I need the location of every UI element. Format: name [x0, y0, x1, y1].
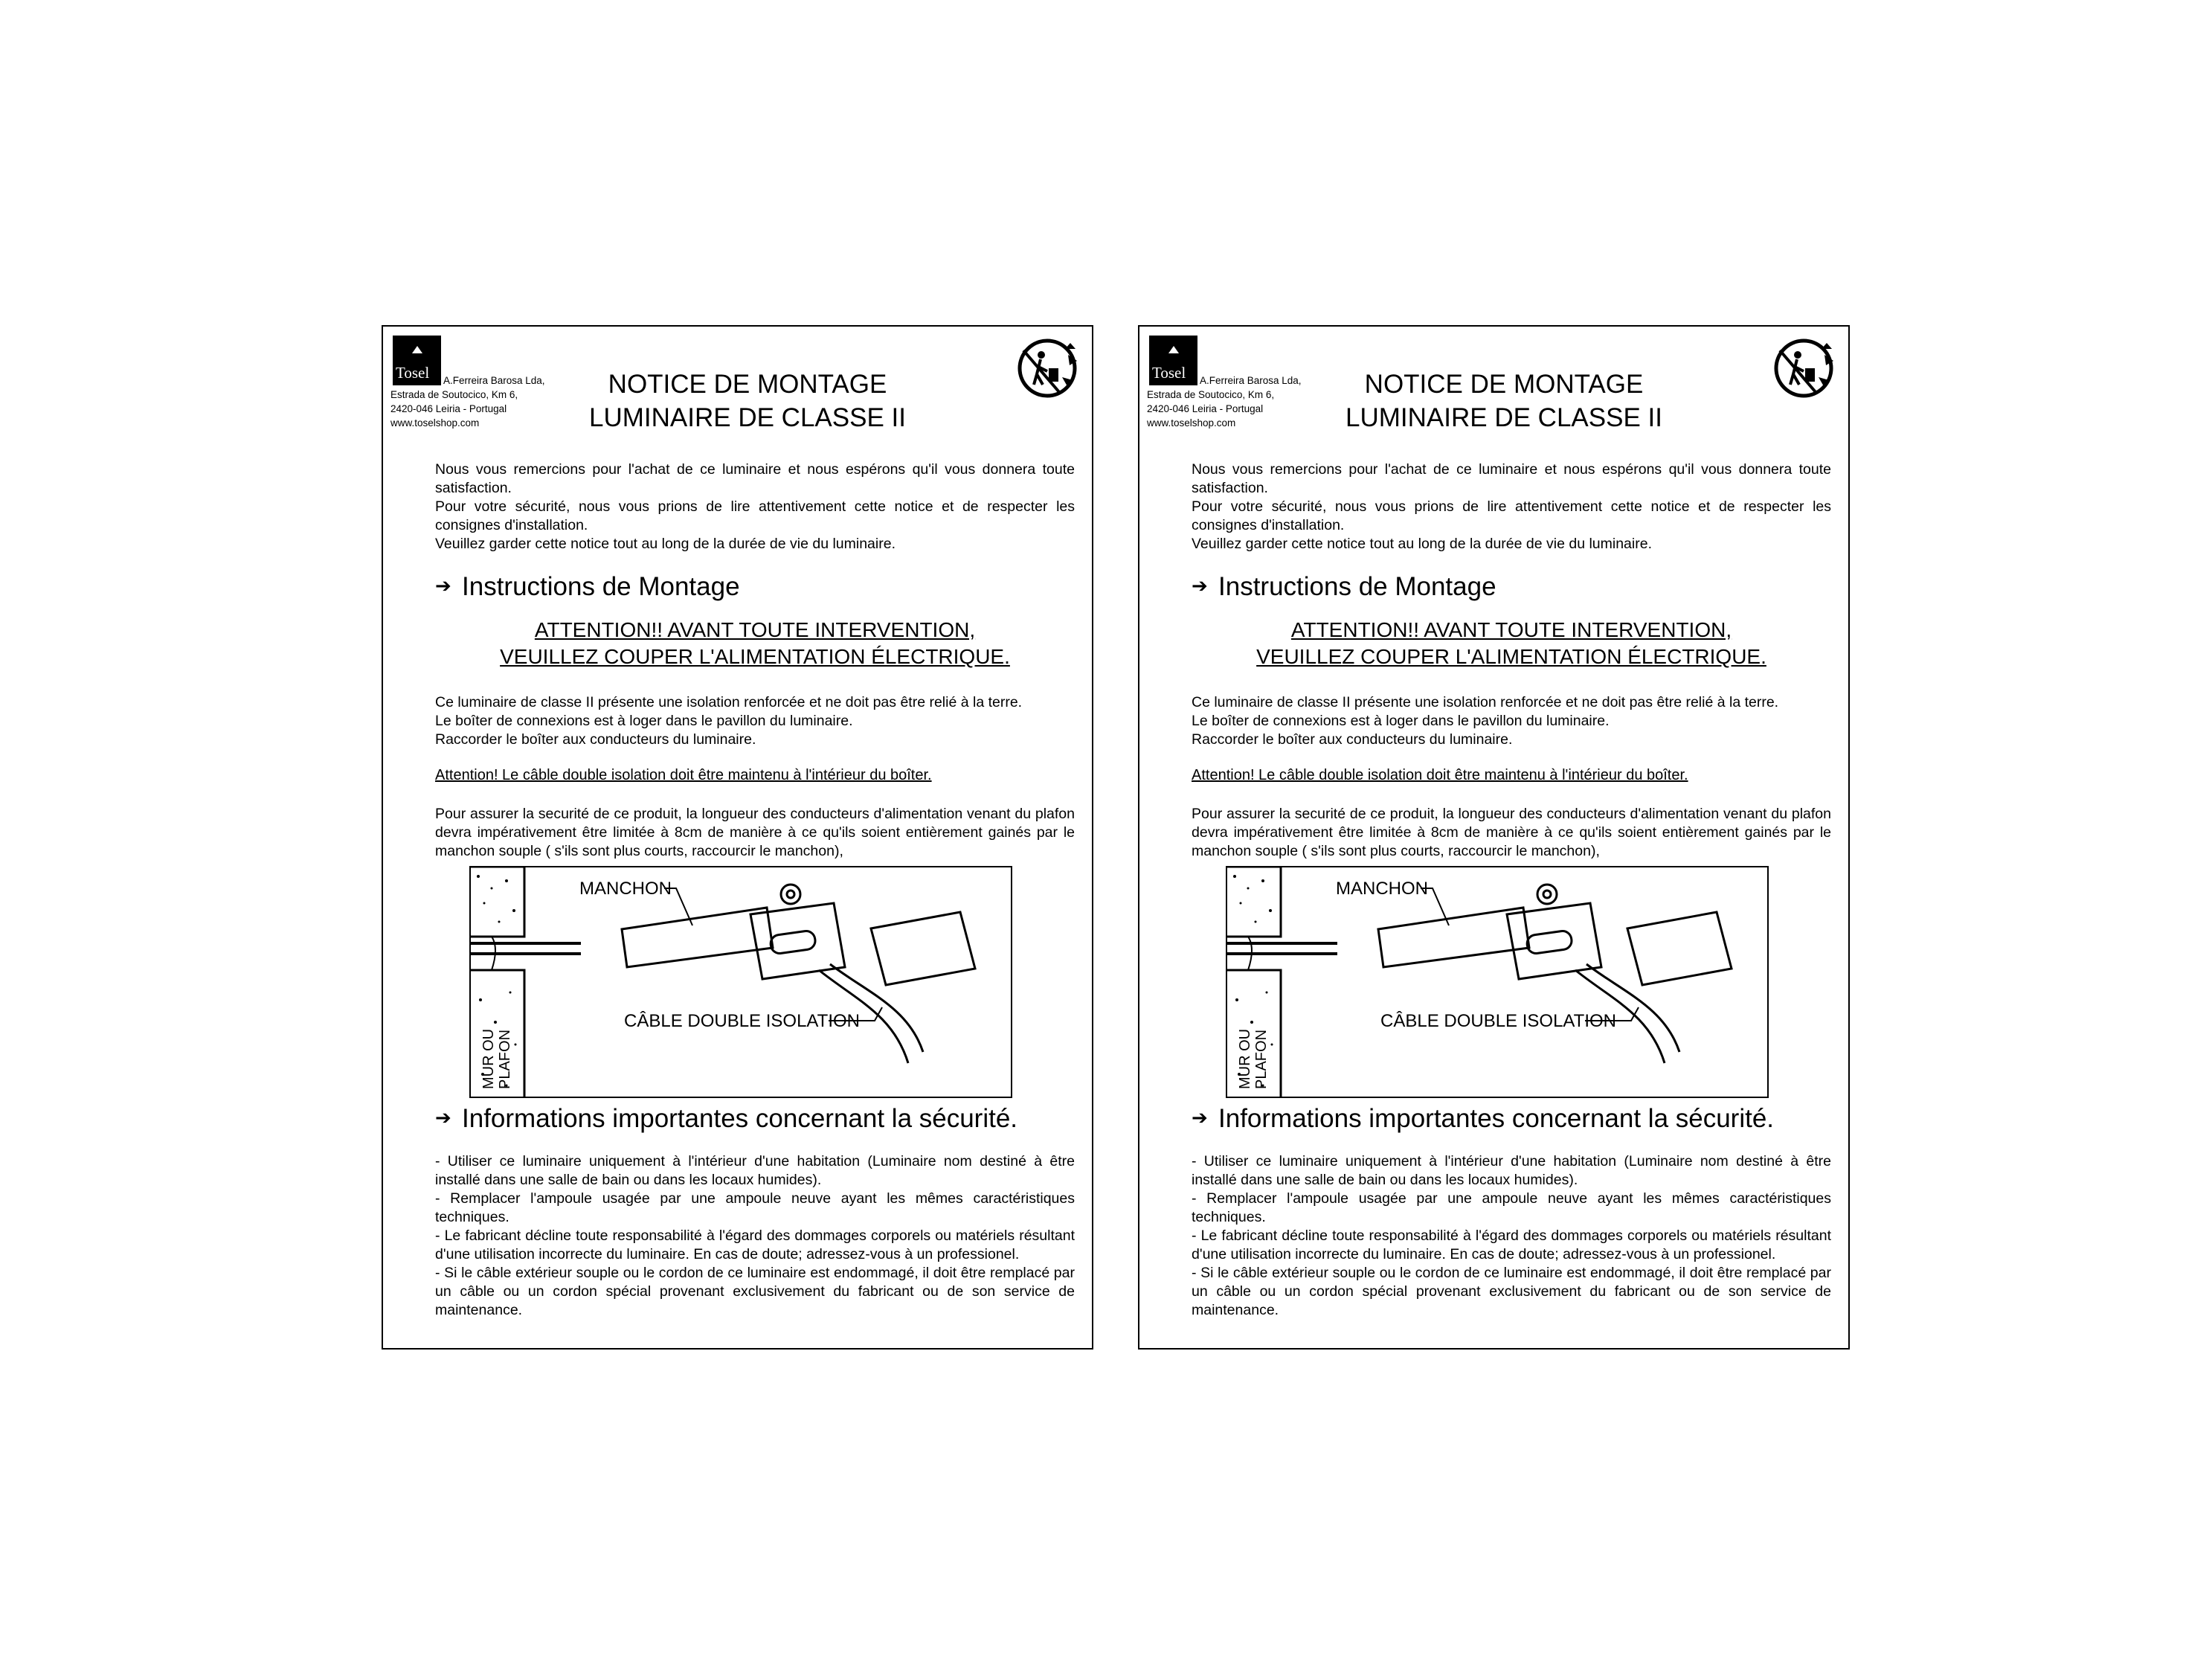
safety-item-4: - Si le câble extérieur souple ou le cordon de ce luminaire est endommagé, il doit être remplacé par un câble ou un cordon spécial provenant exclusivement du fabricant ou de son service de maintenance. — [435, 1265, 1075, 1318]
terminal-box — [1627, 912, 1732, 985]
classe-text — [435, 693, 1075, 749]
wiring-diagram — [1226, 866, 1769, 1098]
safety-item-2: - Remplacer l'ampoule usagée par une ampoule neuve ayant les mêmes caractéristiques techniques. — [1192, 1190, 1831, 1225]
classe-line-2: Le boîter de connexions est à loger dans le pavillon du luminaire. — [1192, 713, 1610, 729]
arrow-right-icon: ➔ — [435, 1106, 451, 1129]
securite-paragraph: Pour assurer la securité de ce produit, la longueur des conducteurs d'alimentation venant du plafon devra impérativement être limitée à 8cm de manière à ce qu'ils soient entièrement gainés par le manchon souple ( s'ils sont plus courts, raccourcir le manchon), — [1192, 806, 1831, 859]
title-line-1: NOTICE DE MONTAGE — [608, 370, 887, 399]
intro-paragraph-2: Pour votre sécurité, nous vous prions de lire attentivement cette notice et de respecter les consignes d'installation. — [1192, 498, 1831, 533]
heading-securite-text: Informations importantes concernant la sécurité. — [462, 1104, 1018, 1133]
section-heading-securite — [1192, 1103, 1774, 1134]
safety-list — [1192, 1152, 1831, 1320]
classe-line-1: Ce luminaire de classe II présente une isolation renforcée et ne doit pas être relié à la terre. — [435, 694, 1023, 710]
intro-paragraph-3: Veuillez garder cette notice tout au long de la durée de vie du luminaire. — [435, 536, 896, 552]
safety-item-1: - Utiliser ce luminaire uniquement à l'intérieur d'une habitation (Luminaire nom destiné à être installé dans une salle de bain ou dans les locaux humides). — [435, 1153, 1075, 1188]
arrow-right-icon: ➔ — [1192, 574, 1208, 597]
company-city: 2420-046 Leiria - Portugal — [390, 403, 507, 414]
arrow-right-icon: ➔ — [1192, 1106, 1208, 1129]
instruction-sheet-right — [1138, 325, 1850, 1350]
label-cable-double-isolation: CÂBLE DOUBLE ISOLATION — [624, 1011, 860, 1031]
label-plafon: PLAFON — [1253, 1029, 1270, 1089]
label-mur: MUR OU — [1237, 1028, 1253, 1089]
heading-securite-text: Informations importantes concernant la sécurité. — [1218, 1104, 1775, 1133]
intro-text — [1192, 461, 1831, 553]
company-name: A.Ferreira Barosa Lda, — [1200, 375, 1302, 386]
attention-line-2: VEUILLEZ COUPER L'ALIMENTATION ÉLECTRIQUE. — [500, 645, 1010, 668]
terminal-box — [871, 912, 975, 985]
safety-item-2: - Remplacer l'ampoule usagée par une ampoule neuve ayant les mêmes caractéristiques techniques. — [435, 1190, 1075, 1225]
label-manchon: MANCHON — [1336, 879, 1428, 899]
title-line-1: NOTICE DE MONTAGE — [1364, 370, 1644, 399]
label-mur: MUR OU — [480, 1028, 497, 1089]
title-line-2: LUMINAIRE DE CLASSE II — [1345, 403, 1662, 432]
attention-line-2: VEUILLEZ COUPER L'ALIMENTATION ÉLECTRIQUE. — [1256, 645, 1766, 668]
securite-paragraph: Pour assurer la securité de ce produit, la longueur des conducteurs d'alimentation venant du plafon devra impérativement être limitée à 8cm de manière à ce qu'ils soient entièrement gainés par le manchon souple ( s'ils sont plus courts, raccourcir le manchon), — [435, 806, 1075, 859]
classe-text — [1192, 693, 1831, 749]
company-address — [390, 373, 576, 430]
attention-line-1: ATTENTION!! AVANT TOUTE INTERVENTION, — [534, 618, 976, 641]
company-street: Estrada de Soutocico, Km 6, — [390, 389, 518, 400]
lamp-icon — [1167, 344, 1180, 355]
safety-item-3: - Le fabricant décline toute responsabilité à l'égard des dommages corporels ou matériels résultant d'une utilisation incorrecte du luminaire. En cas de doute; adressez-vous à un professionel. — [435, 1228, 1075, 1262]
section-heading-montage — [1192, 571, 1496, 602]
cable-warning: Attention! Le câble double isolation doit être maintenu à l'intérieur du boîter. — [435, 767, 932, 783]
logo-brand: Tosel — [1152, 364, 1186, 382]
page-title — [562, 368, 933, 434]
recycle-bin-icon — [1772, 336, 1836, 399]
safety-item-4: - Si le câble extérieur souple ou le cordon de ce luminaire est endommagé, il doit être remplacé par un câble ou un cordon spécial provenant exclusivement du fabricant ou de son service de maintenance. — [1192, 1265, 1831, 1318]
company-street: Estrada de Soutocico, Km 6, — [1147, 389, 1275, 400]
section-heading-securite — [435, 1103, 1017, 1134]
cable-warning: Attention! Le câble double isolation doit être maintenu à l'intérieur du boîter. — [1192, 767, 1688, 783]
safety-item-1: - Utiliser ce luminaire uniquement à l'intérieur d'une habitation (Luminaire nom destiné à être installé dans une salle de bain ou dans les locaux humides). — [1192, 1153, 1831, 1188]
title-line-2: LUMINAIRE DE CLASSE II — [589, 403, 906, 432]
company-website: www.toselshop.com — [1147, 417, 1236, 429]
heading-montage-text: Instructions de Montage — [1218, 572, 1496, 601]
company-address — [1147, 373, 1333, 430]
classe-line-3: Raccorder le boîter aux conducteurs du luminaire. — [1192, 731, 1513, 748]
company-name: A.Ferreira Barosa Lda, — [443, 375, 545, 386]
page-title — [1318, 368, 1690, 434]
attention-warning — [1192, 617, 1831, 670]
recycle-bin-icon — [1016, 336, 1080, 399]
company-city: 2420-046 Leiria - Portugal — [1147, 403, 1264, 414]
label-manchon: MANCHON — [579, 879, 672, 899]
intro-text — [435, 461, 1075, 553]
intro-paragraph-1: Nous vous remercions pour l'achat de ce luminaire et nous espérons qu'il vous donnera toute satisfaction. — [435, 461, 1075, 496]
intro-paragraph-3: Veuillez garder cette notice tout au long de la durée de vie du luminaire. — [1192, 536, 1652, 552]
lamp-icon — [411, 344, 424, 355]
intro-paragraph-1: Nous vous remercions pour l'achat de ce luminaire et nous espérons qu'il vous donnera toute satisfaction. — [1192, 461, 1831, 496]
intro-paragraph-2: Pour votre sécurité, nous vous prions de lire attentivement cette notice et de respecter les consignes d'installation. — [435, 498, 1075, 533]
wiring-diagram — [469, 866, 1012, 1098]
attention-warning — [435, 617, 1075, 670]
section-heading-montage — [435, 571, 740, 602]
safety-item-3: - Le fabricant décline toute responsabilité à l'égard des dommages corporels ou matériels résultant d'une utilisation incorrecte du luminaire. En cas de doute; adressez-vous à un professionel. — [1192, 1228, 1831, 1262]
label-plafon: PLAFON — [497, 1029, 513, 1089]
safety-list — [435, 1152, 1075, 1320]
attention-line-1: ATTENTION!! AVANT TOUTE INTERVENTION, — [1290, 618, 1732, 641]
logo-brand: Tosel — [396, 364, 430, 382]
instruction-sheet-left — [382, 325, 1093, 1350]
label-cable-double-isolation: CÂBLE DOUBLE ISOLATION — [1380, 1011, 1616, 1031]
company-website: www.toselshop.com — [390, 417, 480, 429]
classe-line-3: Raccorder le boîter aux conducteurs du luminaire. — [435, 731, 756, 748]
heading-montage-text: Instructions de Montage — [462, 572, 740, 601]
classe-line-2: Le boîter de connexions est à loger dans le pavillon du luminaire. — [435, 713, 853, 729]
classe-line-1: Ce luminaire de classe II présente une isolation renforcée et ne doit pas être relié à la terre. — [1192, 694, 1779, 710]
arrow-right-icon: ➔ — [435, 574, 451, 597]
